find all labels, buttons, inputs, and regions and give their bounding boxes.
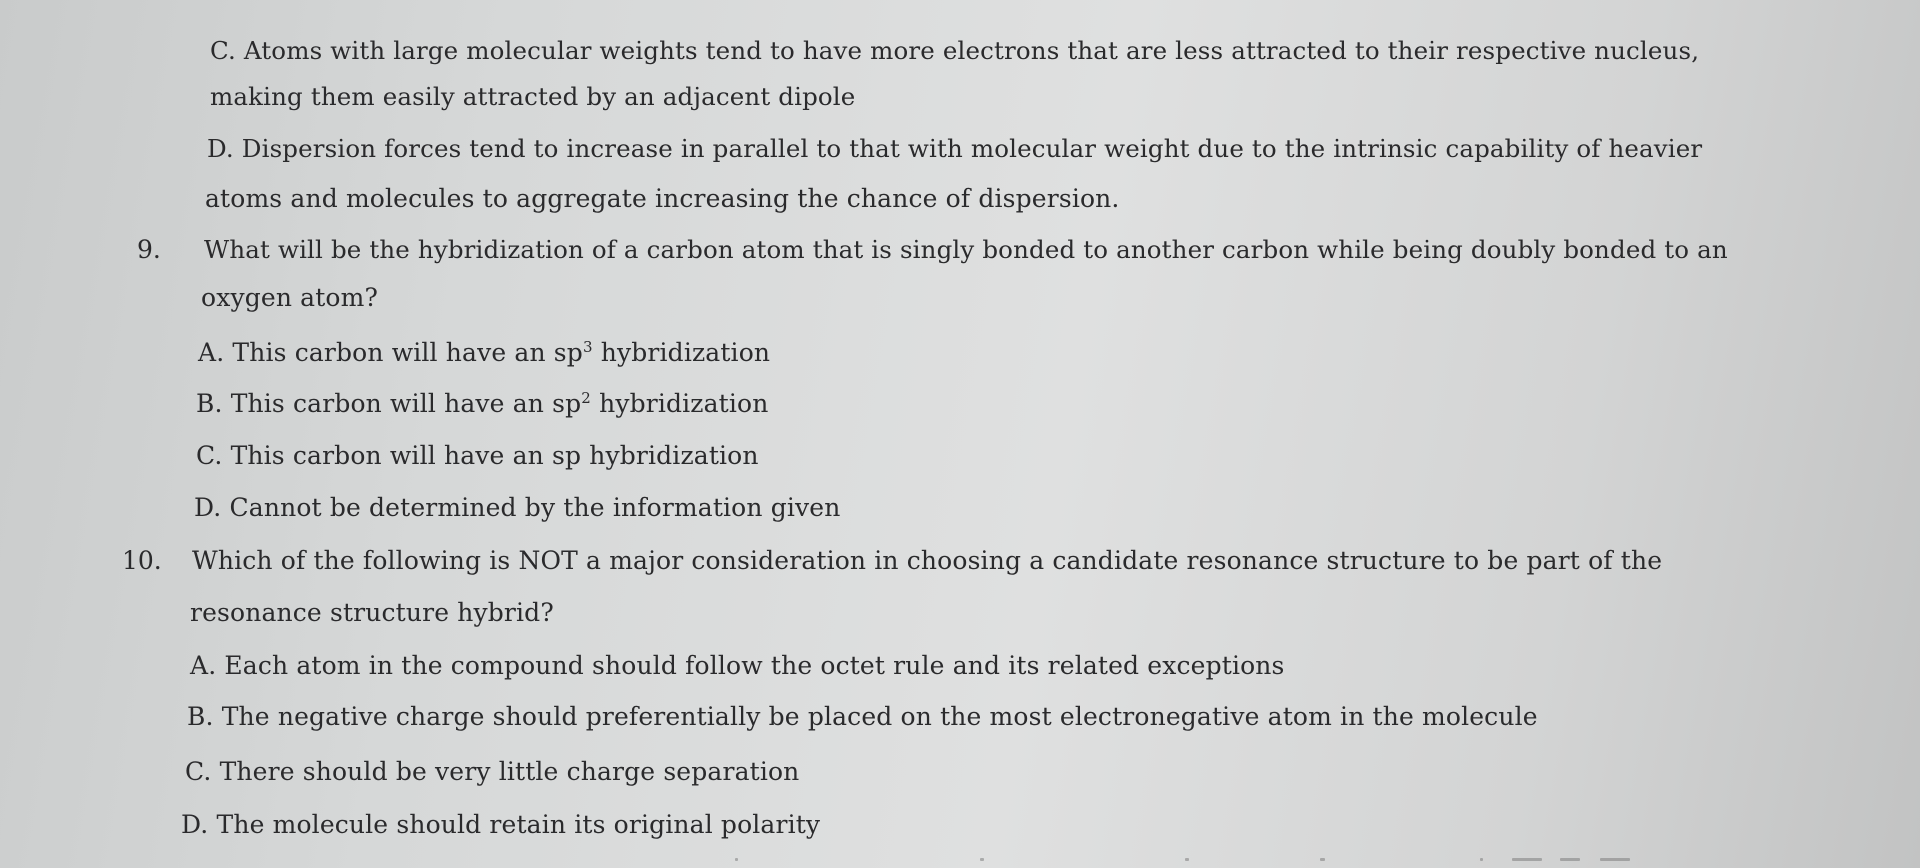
option-a-text: A. This carbon will have an sp [198,338,583,367]
question-9-stem-line1: What will be the hybridization of a carbon atom that is singly bonded to another carbon while being doubly bonded to an [204,235,1728,264]
question-10-stem-line2: resonance structure hybrid? [190,598,554,627]
question-9-option-c: C. This carbon will have an sp hybridization [196,441,759,470]
option-b-suffix: hybridization [590,389,769,418]
option-b-text: B. This carbon will have an sp [196,389,582,418]
question-10-stem-line1: Which of the following is NOT a major consideration in choosing a candidate resonance structure to be part of the [192,546,1663,575]
prev-option-c-line1: C. Atoms with large molecular weights tend to have more electrons that are less attracted to their respective nucleus, [210,36,1700,65]
option-a-suffix: hybridization [592,338,771,367]
prev-option-d-line1: D. Dispersion forces tend to increase in parallel to that with molecular weight due to the intrinsic capability of heavier [207,134,1703,163]
question-9-stem-line2: oxygen atom? [201,283,379,312]
question-9-option-a [198,338,770,367]
cut-off-text-fragments [0,854,1920,868]
question-9-number: 9. [137,235,161,264]
question-10-option-c: C. There should be very little charge separation [185,757,800,786]
question-10-option-b: B. The negative charge should preferentially be placed on the most electronegative atom in the molecule [187,702,1538,731]
question-10-number: 10. [122,546,162,575]
prev-option-d-line2: atoms and molecules to aggregate increasing the chance of dispersion. [205,184,1120,213]
question-10-option-a: A. Each atom in the compound should follow the octet rule and its related exceptions [190,651,1285,680]
question-9-option-b [196,389,768,418]
option-b-superscript: 2 [581,389,591,407]
question-10-option-d: D. The molecule should retain its original polarity [181,810,821,839]
question-9-option-d: D. Cannot be determined by the information given [194,493,841,522]
option-a-superscript: 3 [582,338,593,356]
prev-option-c-line2: making them easily attracted by an adjacent dipole [210,82,856,111]
